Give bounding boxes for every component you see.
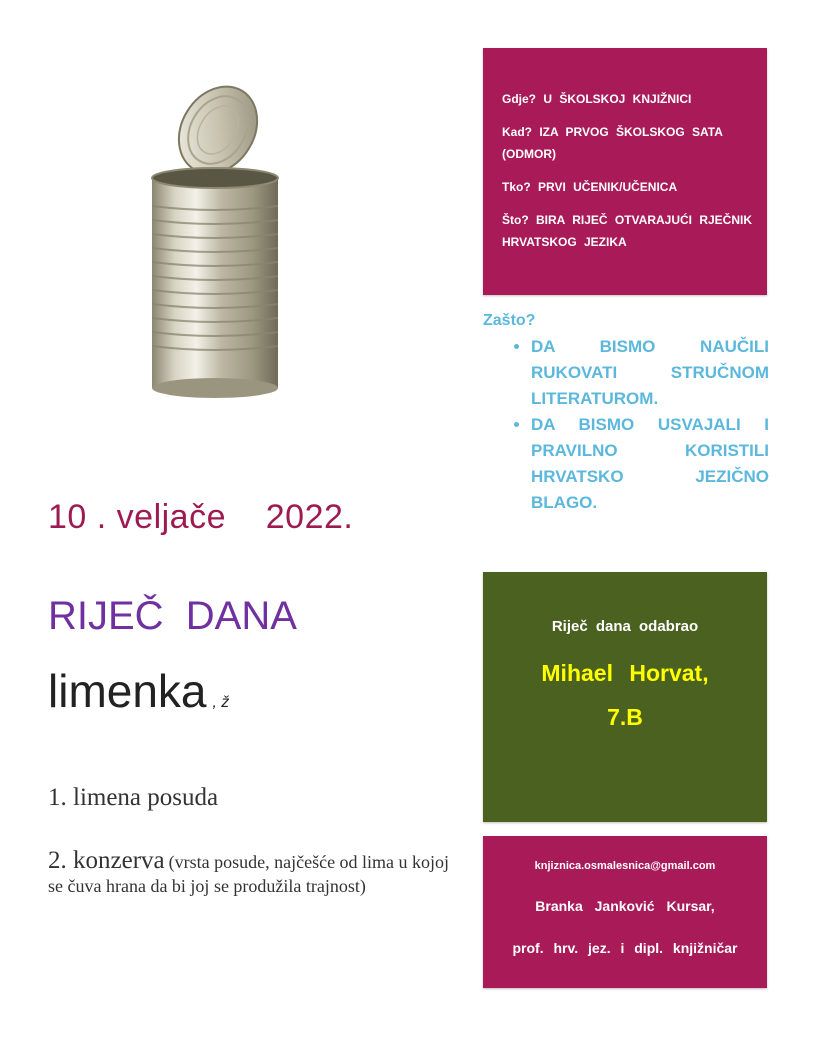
date: 10 . veljače 2022. <box>48 498 354 536</box>
email-link[interactable]: knjiznica.osmalesnica@gmail.com <box>534 860 716 872</box>
definition-2-term: 2. konzerva <box>48 847 165 874</box>
word-gender: , ž <box>212 694 230 711</box>
info-who: Tko? PRVI UČENIK/UČENICA <box>502 180 678 194</box>
chosen-by-box <box>483 572 767 822</box>
why-list <box>483 334 773 516</box>
info-what: Što? BIRA RIJEČ OTVARAJUĆI RJEČNIK HRVATSKOG JEZIKA <box>502 213 753 249</box>
why-section <box>483 312 773 516</box>
word-of-the-day <box>48 664 229 718</box>
librarian-title: prof. hrv. jez. i dipl. knjižničar <box>512 940 738 956</box>
student-name: Mihael Horvat, <box>541 660 709 686</box>
info-where: Gdje? U ŠKOLSKOJ KNJIŽNICI <box>502 92 692 106</box>
why-item: • DA BISMO USVAJALI I PRAVILNO KORISTILI HRVATSKO JEZIČNO BLAGO. <box>531 412 769 516</box>
student-class: 7.B <box>607 704 643 730</box>
info-box <box>483 48 767 295</box>
definition-2-note: (vrsta posude, najčešće od lima u kojoj se čuva hrana da bi joj se produžila trajnost) <box>48 852 450 896</box>
contact-box <box>483 836 767 988</box>
can-body <box>152 168 278 398</box>
tin-can-image <box>140 78 310 408</box>
page-title: RIJEČ DANA <box>48 594 297 638</box>
definition-1: 1. limena posuda <box>48 784 219 811</box>
info-when: Kad? IZA PRVOG ŠKOLSKOG SATA (ODMOR) <box>502 125 723 161</box>
chosen-by-label: Riječ dana odabrao <box>551 618 699 635</box>
why-title: Zašto? <box>483 312 536 329</box>
word: limenka <box>48 665 207 717</box>
librarian-name: Branka Janković Kursar, <box>535 898 715 914</box>
definition-2 <box>48 847 468 899</box>
why-item: • DA BISMO NAUČILI RUKOVATI STRUČNOM LITERATUROM. <box>531 334 769 412</box>
